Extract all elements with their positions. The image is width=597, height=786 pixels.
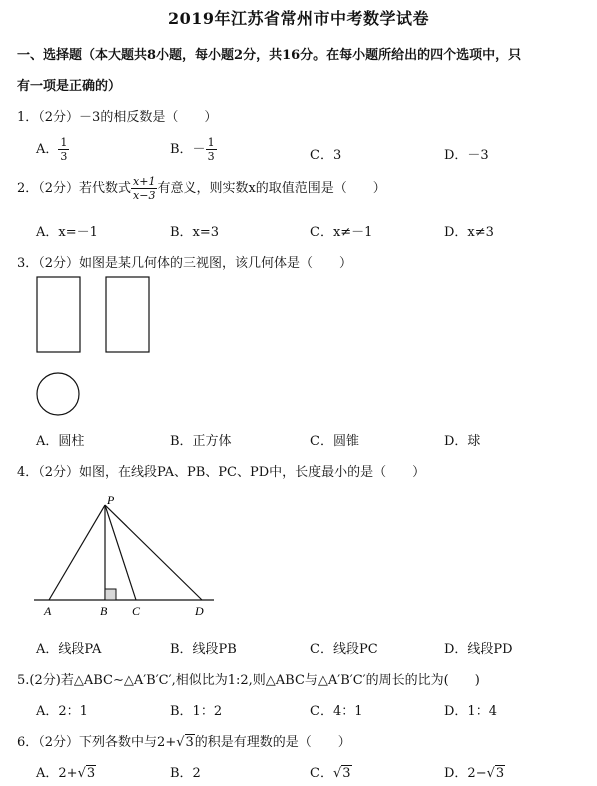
option-text: C．	[310, 766, 333, 781]
segment-pa	[49, 505, 105, 600]
fraction-numerator: x+1	[133, 175, 156, 188]
question-4-option-d: D．线段PD	[444, 642, 513, 657]
option-label: A．	[36, 142, 59, 157]
question-3-stem: 3．（2分）如图是某几何体的三视图，该几何体是（ ）	[17, 256, 353, 271]
question-1-option-a	[36, 137, 69, 162]
three-views-figure	[30, 272, 160, 422]
point-label-c: C	[132, 604, 141, 618]
radicand: 3	[495, 766, 505, 781]
question-3-option-c: C．圆锥	[310, 434, 359, 449]
front-view-rectangle	[37, 277, 80, 352]
side-view-rectangle	[106, 277, 149, 352]
fraction-denominator: 3	[60, 150, 68, 163]
question-2-option-c: C．x≠－1	[310, 225, 373, 240]
radicand: 3	[342, 766, 351, 781]
question-3-option-a: A．圆柱	[36, 434, 85, 449]
fraction	[131, 176, 157, 201]
radical-sign: √	[77, 766, 86, 781]
top-view-circle	[37, 373, 79, 415]
option-text: D．2−	[444, 766, 487, 781]
point-label-b: B	[100, 604, 108, 618]
question-3-option-b: B．正方体	[170, 434, 232, 449]
question-4-stem: 4．（2分）如图，在线段PA、PB、PC、PD中，长度最小的是（ ）	[17, 465, 426, 480]
point-label-a: A	[44, 604, 52, 618]
section-header-line-2: 有一项是正确的）	[17, 79, 122, 94]
question-2-option-d: D．x≠3	[444, 225, 494, 240]
fraction-numerator: 1	[60, 136, 68, 149]
question-1-option-b	[170, 137, 217, 162]
stem-prefix: 6．（2分）下列各数中与2+	[17, 735, 177, 750]
question-5-option-d: D．1：4	[444, 704, 497, 719]
segment-pd	[105, 505, 202, 600]
stem-prefix: 2．（2分）若代数式	[17, 181, 132, 196]
option-text: A．2+	[36, 766, 78, 781]
fraction-denominator: 3	[207, 150, 215, 163]
radicand: 3	[185, 735, 194, 750]
fraction-numerator: 1	[207, 136, 215, 149]
question-4-option-c: C．线段PC	[310, 642, 378, 657]
page-title: 2019年江苏省常州市中考数学试卷	[167, 9, 430, 28]
segment-pc	[105, 505, 136, 600]
question-2-stem	[17, 176, 386, 201]
stem-suffix: 的积是有理数的是（ ）	[194, 735, 351, 750]
question-4-option-b: B．线段PB	[170, 642, 237, 657]
point-label-d: D	[195, 604, 204, 618]
stem-suffix: 有意义，则实数x的取值范围是（ ）	[157, 181, 386, 196]
segments-figure	[28, 490, 228, 625]
question-6-option-b: B．2	[170, 766, 201, 781]
question-2-option-a: A．x=－1	[36, 225, 98, 240]
question-5-option-a: A．2：1	[36, 704, 88, 719]
question-5-option-b: B．1：2	[170, 704, 223, 719]
question-6-option-c	[310, 762, 352, 781]
right-angle-mark	[105, 589, 116, 600]
question-6-stem	[17, 731, 351, 750]
radicand: 3	[86, 766, 96, 781]
question-1-option-c: C．3	[310, 148, 342, 163]
fraction	[206, 137, 217, 162]
question-5-stem: 5.(2分)若△ABC∼△A′B′C′,相似比为1:2,则△ABC与△A′B′C′的周长的比为( )	[17, 673, 480, 688]
question-6-option-a	[36, 762, 96, 781]
question-6-option-d	[444, 762, 505, 781]
section-header-line-1: 一、选择题（本大题共8小题，每小题2分，共16分。在每小题所给出的四个选项中，只	[17, 48, 522, 63]
question-1-stem: 1．（2分）－3的相反数是（ ）	[17, 110, 218, 125]
point-label-p: P	[107, 493, 115, 507]
radical-sign: √	[176, 735, 185, 750]
question-1-option-d: D．－3	[444, 148, 489, 163]
fraction-denominator: x−3	[133, 189, 156, 202]
radical-sign: √	[486, 766, 495, 781]
fraction	[58, 137, 69, 162]
question-4-option-a: A．线段PA	[36, 642, 102, 657]
radical-sign: √	[332, 766, 342, 781]
option-label: B．－	[170, 142, 206, 157]
question-5-option-c: C．4：1	[310, 704, 363, 719]
question-2-option-b: B．x=3	[170, 225, 220, 240]
question-3-option-d: D．球	[444, 434, 481, 449]
